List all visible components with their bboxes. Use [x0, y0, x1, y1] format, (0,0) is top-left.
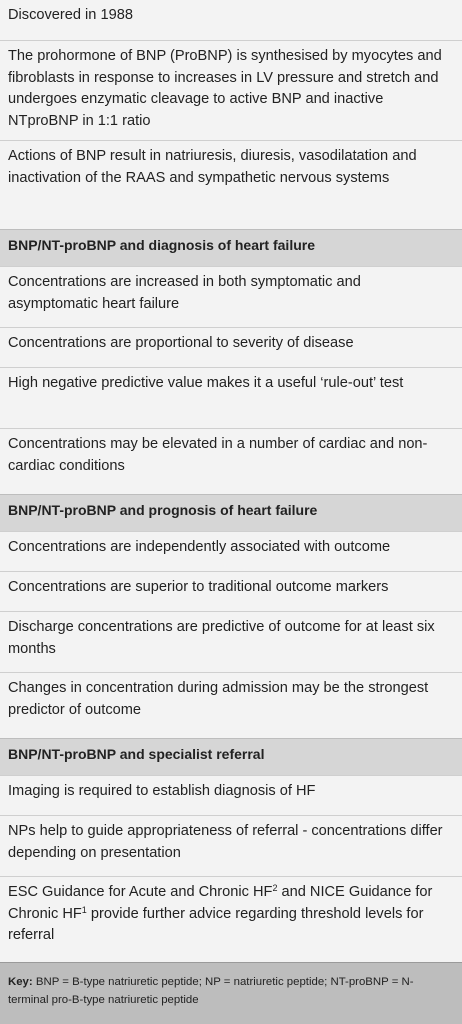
table-row — [0, 611, 462, 672]
table-row — [0, 775, 462, 815]
table-row-esc-nice — [0, 876, 462, 962]
row-text: Imaging is required to establish diagnosis of HF — [8, 783, 316, 799]
row-text: Concentrations are independently associated with outcome — [8, 539, 391, 555]
key-label: Key: — [8, 976, 33, 988]
table-row — [0, 815, 462, 876]
row-text: Discovered in 1988 — [8, 7, 133, 23]
table-row — [0, 672, 462, 738]
section-header-referral — [0, 738, 462, 775]
row-text: High negative predictive value makes it a useful ‘rule-out’ test — [8, 375, 404, 391]
key-footer — [0, 962, 462, 1024]
table-row — [0, 266, 462, 327]
row-text: provide further advice regarding threshold levels for referral — [8, 905, 424, 944]
table-row — [0, 327, 462, 367]
section-header-prognosis — [0, 494, 462, 531]
reference-superscript: 2 — [272, 883, 278, 893]
row-text: and NICE Guidance for Chronic HF — [8, 884, 433, 922]
key-text: BNP = B-type natriuretic peptide; NP = natriuretic peptide; NT-proBNP = N-terminal pro-B-type natriuretic peptide — [8, 976, 414, 1006]
row-text: Concentrations are superior to traditional outcome markers — [8, 579, 389, 595]
reference-superscript: 1 — [81, 904, 87, 915]
section-header-text: BNP/NT-proBNP and diagnosis of heart failure — [8, 237, 316, 253]
table-row — [0, 0, 462, 40]
table-row — [0, 40, 462, 140]
section-header-text: BNP/NT-proBNP and specialist referral — [8, 746, 265, 762]
table-row — [0, 140, 462, 229]
section-header-diagnosis — [0, 229, 462, 266]
section-header-text: BNP/NT-proBNP and prognosis of heart failure — [8, 502, 318, 518]
table-row — [0, 571, 462, 611]
row-text: Actions of BNP result in natriuresis, diuresis, vasodilatation and inactivation of the RAAS and sympathetic nervous systems — [8, 148, 417, 186]
row-text: Concentrations are increased in both symptomatic and asymptomatic heart failure — [8, 274, 361, 312]
row-text: Concentrations are proportional to severity of disease — [8, 335, 354, 351]
table-row — [0, 531, 462, 571]
row-text: Concentrations may be elevated in a number of cardiac and non-cardiac conditions — [8, 436, 428, 474]
row-text: NPs help to guide appropriateness of referral - concentrations differ depending on presentation — [8, 823, 443, 861]
table-row — [0, 428, 462, 494]
row-text: Changes in concentration during admission may be the strongest predictor of outcome — [8, 680, 429, 718]
row-text: The prohormone of BNP (ProBNP) is synthesised by myocytes and fibroblasts in response to increases in LV pressure and stretch and undergoes enzymatic cleavage to active BNP and inactive NTproBNP in 1:1 ratio — [8, 48, 442, 129]
table-row — [0, 367, 462, 428]
row-text: Discharge concentrations are predictive of outcome for at least six months — [8, 619, 435, 657]
row-text: ESC Guidance for Acute and Chronic HF — [8, 884, 273, 900]
